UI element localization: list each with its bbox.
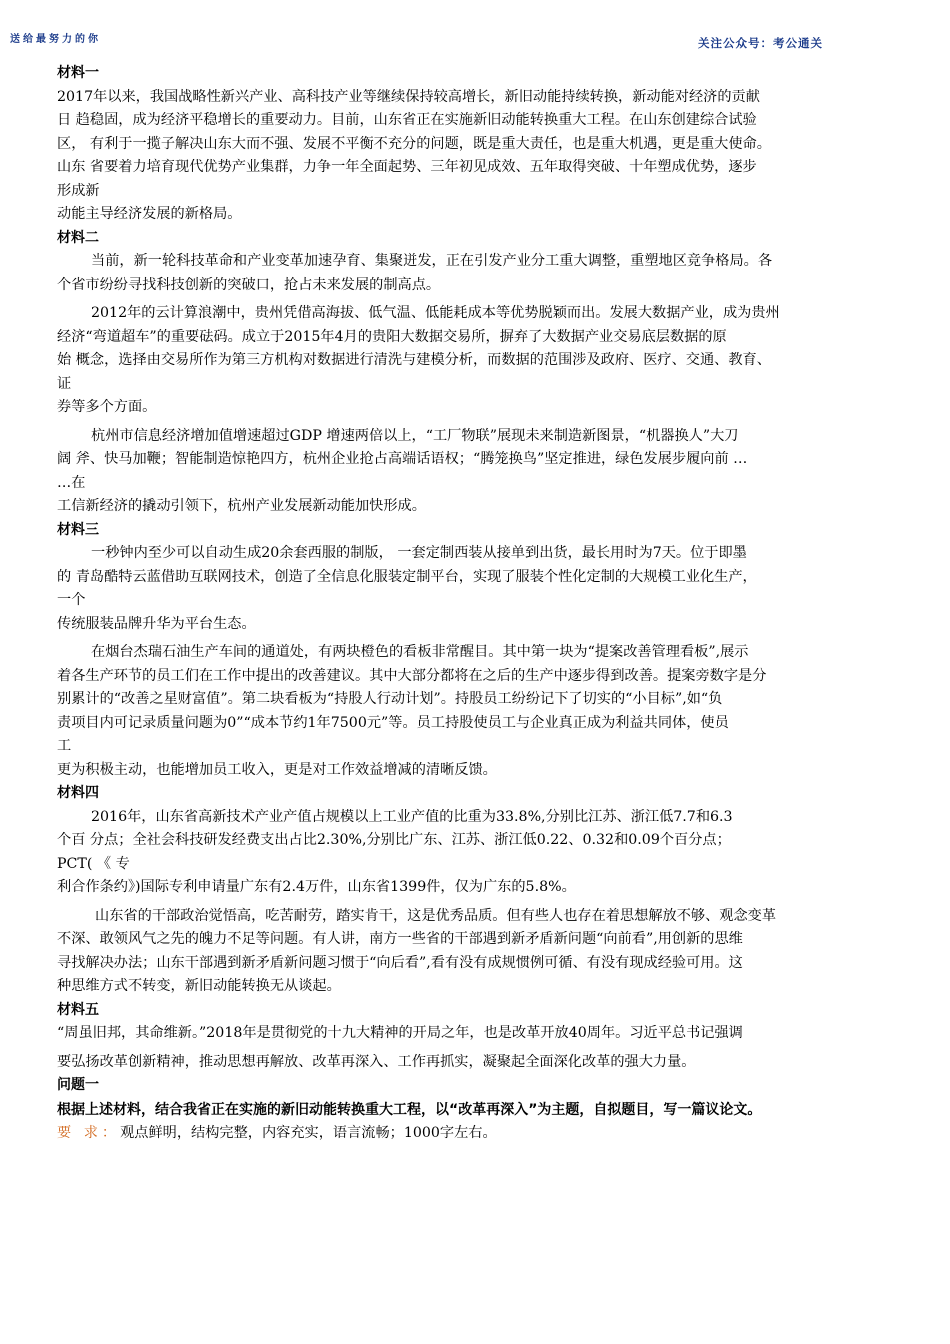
material-2-heading: 材料二	[57, 229, 99, 246]
header-slogan: 送给最努力的你	[10, 34, 101, 45]
question-prompt: 根据上述材料，结合我省正在实施的新旧动能转换重大工程，以“改革再深入”为主题，自拟题目，写一篇议论文。	[57, 1101, 762, 1118]
paragraph-line: 一秒钟内至少可以自动生成20余套西服的制版， 一套定制西装从接单到出货，最长用时为7天。位于即墨	[91, 545, 747, 561]
paragraph-line: 2016年，山东省高新技术产业产值占规模以上工业产值的比重为33.8%,分别比江苏、浙江低7.7和6.3	[91, 808, 733, 825]
paragraph-line: 的 青岛酷特云蓝借助互联网技术，创造了全信息化服装定制平台，实现了服装个性化定制的大规模工业化生产，	[57, 568, 757, 585]
material-1	[57, 62, 907, 227]
paragraph-line: 2017年以来，我国战略性新兴产业、高科技产业等继续保持较高增长，新旧动能持续转换，新动能对经济的贡献	[57, 88, 760, 105]
paragraph-line: 传统服装品牌升华为平台生态。	[57, 615, 256, 632]
material-3-heading: 材料三	[57, 521, 99, 538]
paragraph-line: 当前，新一轮科技革命和产业变革加速孕育、集聚迸发，正在引发产业分工重大调整，重塑地区竞争格局。各	[91, 253, 773, 269]
requirements-text: 观点鲜明，结构完整，内容充实，语言流畅；1000字左右。	[120, 1124, 497, 1141]
document-body	[57, 62, 907, 1145]
paragraph-line: 利合作条约》)国际专利申请量广东有2.4万件，山东省1399件，仅为广东的5.8%。	[57, 879, 576, 895]
paragraph-line: 要弘扬改革创新精神，推动思想再解放、改革再深入、工作再抓实，凝聚起全面深化改革的强大力量。	[57, 1053, 696, 1070]
paragraph-line: 2012年的云计算浪潮中，贵州凭借高海拔、低气温、低能耗成本等优势脱颖而出。发展大数据产业，成为贵州	[91, 305, 780, 321]
paragraph-line: 个省市纷纷寻找科技创新的突破口，抢占未来发展的制高点。	[57, 276, 441, 293]
material-1-heading: 材料一	[57, 65, 99, 81]
paragraph-line: 山东省的干部政治觉悟高，吃苦耐劳，踏实肯干，这是优秀品质。但有些人也存在着思想解放不够、观念变革	[95, 907, 777, 924]
header-notice: 关注公众号：考公通关	[698, 36, 823, 50]
question-heading: 问题一	[57, 1077, 99, 1093]
paragraph-line: 一个	[57, 592, 86, 608]
paragraph-line: 责项目内可记录质量问题为0”“成本节约1年7500元”等。员工持股使员工与企业真正成为利益共同体，使员	[57, 714, 729, 731]
paragraph-line: 工	[57, 738, 72, 754]
paragraph-line: 不深、敢领风气之先的魄力不足等问题。有人讲，南方一些省的干部遇到新矛盾新问题“向前看”,用创新的思维	[57, 931, 743, 947]
paragraph-line: PCT( 《 专	[57, 855, 130, 872]
paragraph-line: 着各生产环节的员工们在工作中提出的改善建议。其中大部分都将在之后的生产中逐步得到改善。提案旁数字是分	[57, 667, 767, 684]
paragraph-line: 杭州市信息经济增加值增速超过GDP 增速两倍以上，“工厂物联”展现未来制造新图景，“机器换人”大刀	[91, 427, 739, 444]
material-3	[57, 519, 907, 783]
paragraph-line: 形成新	[57, 182, 100, 199]
paragraph-line: …在	[57, 474, 86, 491]
paragraph-line: 证	[57, 375, 72, 392]
material-5-heading: 材料五	[57, 1001, 99, 1018]
paragraph-line: 种思维方式不转变，新旧动能转换无从谈起。	[57, 978, 341, 994]
paragraph-line: 寻找解决办法；山东干部遇到新矛盾新问题习惯于“向后看”,看有没有成规惯例可循、有没有现成经验可用。这	[57, 954, 743, 971]
paragraph-line: 别累计的“改善之星财富值”。第二块看板为“持股人行动计划”。持股员工纷纷记下了切实的“小目标”,如“负	[57, 691, 723, 707]
material-5	[57, 999, 907, 1075]
paragraph-line: 区， 有利于一揽子解决山东大而不强、发展不平衡不充分的问题，既是重大责任，也是重大机遇，更是重大使命。	[57, 135, 771, 152]
paragraph-line: 更为积极主动，也能增加员工收入，更是对工作效益增减的清晰反馈。	[57, 761, 497, 778]
material-4	[57, 782, 907, 999]
material-4-heading: 材料四	[57, 785, 99, 801]
question-1	[57, 1074, 907, 1145]
material-2	[57, 227, 907, 519]
requirements	[57, 1122, 907, 1146]
paragraph-line: 工信新经济的撬动引领下，杭州产业发展新动能加快形成。	[57, 498, 426, 514]
paragraph-line: “周虽旧邦，其命维新。”2018年是贯彻党的十九大精神的开局之年，也是改革开放40周年。习近平总书记强调	[57, 1025, 743, 1041]
paragraph-line: 券等多个方面。	[57, 399, 157, 415]
paragraph-line: 山东 省要着力培育现代优势产业集群，力争一年全面起势、三年初见成效、五年取得突破、十年塑成优势，逐步	[57, 159, 757, 175]
paragraph-line: 阔 斧、快马加鞭；智能制造惊艳四方，杭州企业抢占高端话语权；“腾笼换鸟”坚定推进，绿色发展步履向前 …	[57, 451, 748, 467]
paragraph-line: 动能主导经济发展的新格局。	[57, 206, 242, 222]
paragraph-line: 经济“弯道超车”的重要砝码。成立于2015年4月的贵阳大数据交易所，摒弃了大数据产业交易底层数据的原	[57, 328, 727, 345]
paragraph-line: 个百 分点；全社会科技研发经费支出占比2.30%,分别比广东、江苏、浙江低0.22、0.32和0.09个百分点；	[57, 832, 731, 848]
paragraph-line: 在烟台杰瑞石油生产车间的通道处，有两块橙色的看板非常醒目。其中第一块为“提案改善管理看板”,展示	[91, 644, 749, 660]
requirements-label: 要 求：	[57, 1124, 121, 1141]
paragraph-line: 日 趋稳固，成为经济平稳增长的重要动力。目前，山东省正在实施新旧动能转换重大工程。在山东创建综合试验	[57, 112, 757, 128]
paragraph-line: 始 概念，选择由交易所作为第三方机构对数据进行清洗与建模分析，而数据的范围涉及政府、医疗、交通、教育、	[57, 352, 771, 368]
